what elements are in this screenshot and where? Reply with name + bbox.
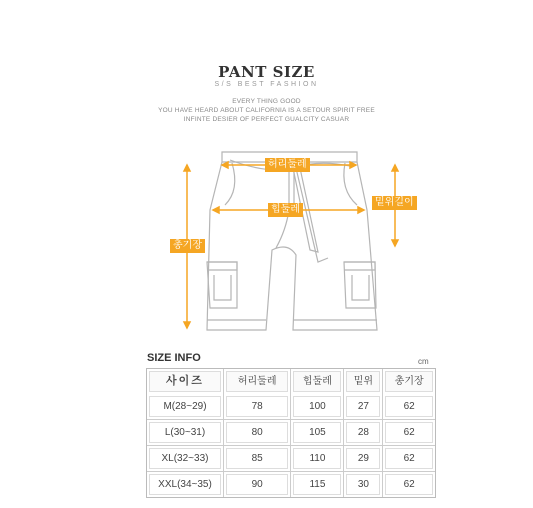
cell-length: 62 [383, 472, 435, 497]
table-row [147, 420, 435, 446]
table-row [147, 472, 435, 497]
header-size: 사이즈 [147, 369, 224, 394]
tagline-line-1: EVERY THING GOOD [232, 98, 301, 105]
page-subtitle: S/S BEST FASHION [214, 81, 319, 88]
tagline-line-3: INFINTE DESIER OF PERFECT GUALCITY CASUAR [183, 116, 350, 123]
cell-size: XL(32~33) [147, 446, 224, 472]
header-hip: 힙둘레 [291, 369, 344, 394]
tagline-line-2: YOU HAVE HEARD ABOUT CALIFORNIA IS A SETOUR SPIRIT FREE [158, 107, 375, 114]
header-rise: 밑위 [344, 369, 383, 394]
cell-hip: 105 [291, 420, 344, 446]
cell-length: 62 [383, 394, 435, 420]
rise-label: 밑위길이 [372, 196, 417, 210]
cell-length: 62 [383, 446, 435, 472]
page-title: PANT SIZE [218, 63, 315, 81]
table-row [147, 446, 435, 472]
table-row [147, 394, 435, 420]
size-table [146, 368, 436, 498]
length-label: 총기장 [170, 239, 205, 253]
cell-size: XXL(34~35) [147, 472, 224, 497]
cell-rise: 30 [344, 472, 383, 497]
size-info-title: SIZE INFO [147, 352, 201, 364]
size-unit: cm [418, 357, 429, 366]
cell-waist: 90 [224, 472, 291, 497]
cell-length: 62 [383, 420, 435, 446]
cell-size: M(28~29) [147, 394, 224, 420]
hip-label: 힙둘레 [268, 203, 303, 217]
cell-hip: 115 [291, 472, 344, 497]
cell-waist: 80 [224, 420, 291, 446]
cell-rise: 29 [344, 446, 383, 472]
left-cargo-pocket [207, 262, 237, 308]
cell-hip: 100 [291, 394, 344, 420]
cell-rise: 28 [344, 420, 383, 446]
waist-label: 허리둘레 [265, 158, 310, 172]
right-cargo-pocket [344, 262, 376, 308]
cell-rise: 27 [344, 394, 383, 420]
table-header-row [147, 369, 435, 394]
cell-size: L(30~31) [147, 420, 224, 446]
cell-hip: 110 [291, 446, 344, 472]
shorts-outline [207, 162, 377, 330]
header-waist: 허리둘레 [224, 369, 291, 394]
cell-waist: 78 [224, 394, 291, 420]
cell-waist: 85 [224, 446, 291, 472]
header-length: 총기장 [383, 369, 435, 394]
